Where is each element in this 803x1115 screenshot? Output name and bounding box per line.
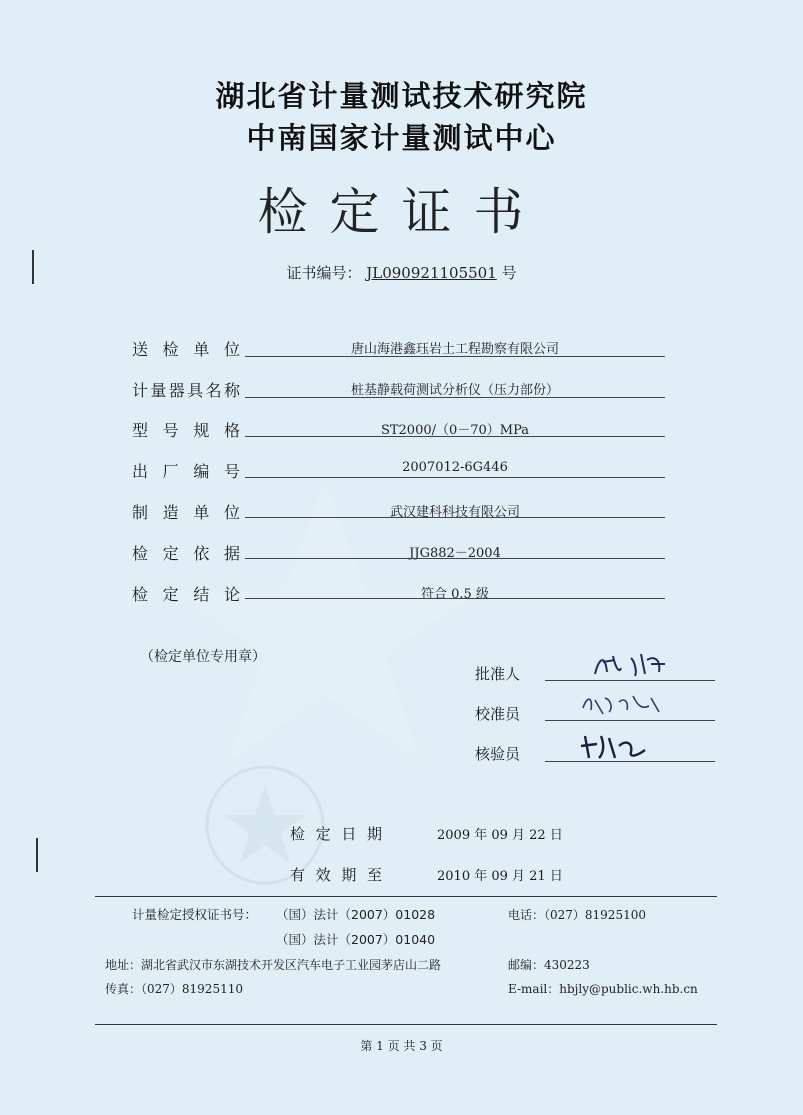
field-underline (245, 558, 665, 559)
margin-mark-bottom (36, 838, 38, 872)
signature-label-approver: 批准人 (475, 665, 521, 683)
valid-until-label: 有效期至 (290, 866, 382, 884)
footer-divider-bottom (95, 1024, 717, 1025)
address: 地址：湖北省武汉市东湖技术开发区汽车电子工业园茅店山二路 (105, 958, 442, 972)
fax: 传真：（027）81925110 (105, 982, 243, 996)
verification-date-value: 2009 年 09 月 22 日 (437, 828, 563, 843)
document-title: 检定证书 (257, 183, 546, 241)
field-underline (245, 517, 665, 518)
footer-divider-top (95, 896, 717, 897)
field-underline (245, 356, 665, 357)
field-underline (245, 598, 665, 599)
handwritten-signature-approver (585, 648, 675, 682)
valid-until-value: 2010 年 09 月 21 日 (437, 869, 563, 884)
authorization-label: 计量检定授权证书号： (132, 907, 258, 922)
seal-note: （检定单位专用章） (140, 649, 266, 665)
field-label-manufacturer: 制造单位 (132, 503, 240, 522)
postcode: 邮编：430223 (508, 958, 590, 972)
field-underline (245, 477, 665, 478)
field-underline (245, 436, 665, 437)
field-label-model: 型号规格 (132, 421, 240, 440)
page-number: 第 1 页 共 3 页 (360, 1039, 443, 1053)
cert-no-suffix: 号 (501, 264, 517, 282)
field-value-manufacturer: 武汉建科科技有限公司 (389, 505, 520, 520)
cert-no-value: JL090921105501 (366, 264, 497, 282)
field-value-serial: 2007012-6G446 (402, 460, 508, 475)
handwritten-signature-verifier (575, 728, 675, 762)
authorization-number-2: （国）法计（2007）01040 (276, 932, 436, 947)
field-label-client: 送检单位 (132, 340, 240, 359)
field-value-client: 唐山海港鑫珏岩土工程勘察有限公司 (350, 342, 559, 357)
email: E-mail：hbjly@public.wh.hb.cn (508, 982, 698, 996)
signature-label-calibrator: 校准员 (475, 705, 521, 723)
field-underline (245, 397, 665, 398)
verification-date-label: 检定日期 (290, 825, 382, 843)
org-name-line-2: 中南国家计量测试中心 (246, 121, 557, 155)
field-label-basis: 检定依据 (132, 544, 240, 563)
certificate-number (0, 262, 803, 283)
org-name-line-1: 湖北省计量测试技术研究院 (215, 79, 588, 113)
field-value-conclusion: 符合 0.5 级 (421, 587, 489, 602)
handwritten-signature-calibrator (575, 688, 675, 722)
field-label-serial: 出厂编号 (132, 462, 240, 481)
cert-no-label: 证书编号： (286, 264, 362, 282)
field-value-instrument: 桩基静载荷测试分析仪（压力部份） (350, 383, 559, 398)
signature-line-verifier (545, 761, 715, 762)
authorization-number-1: （国）法计（2007）01028 (276, 907, 436, 922)
field-label-instrument: 计量器具名称 (132, 381, 240, 400)
field-value-basis: JJG882－2004 (409, 546, 501, 561)
phone: 电话：（027）81925100 (508, 908, 646, 922)
field-value-model: ST2000/（0－70）MPa (380, 423, 530, 438)
field-label-conclusion: 检定结论 (132, 585, 240, 604)
signature-label-verifier: 核验员 (475, 745, 521, 763)
signature-line-calibrator (545, 720, 715, 721)
signature-line-approver (545, 680, 715, 681)
